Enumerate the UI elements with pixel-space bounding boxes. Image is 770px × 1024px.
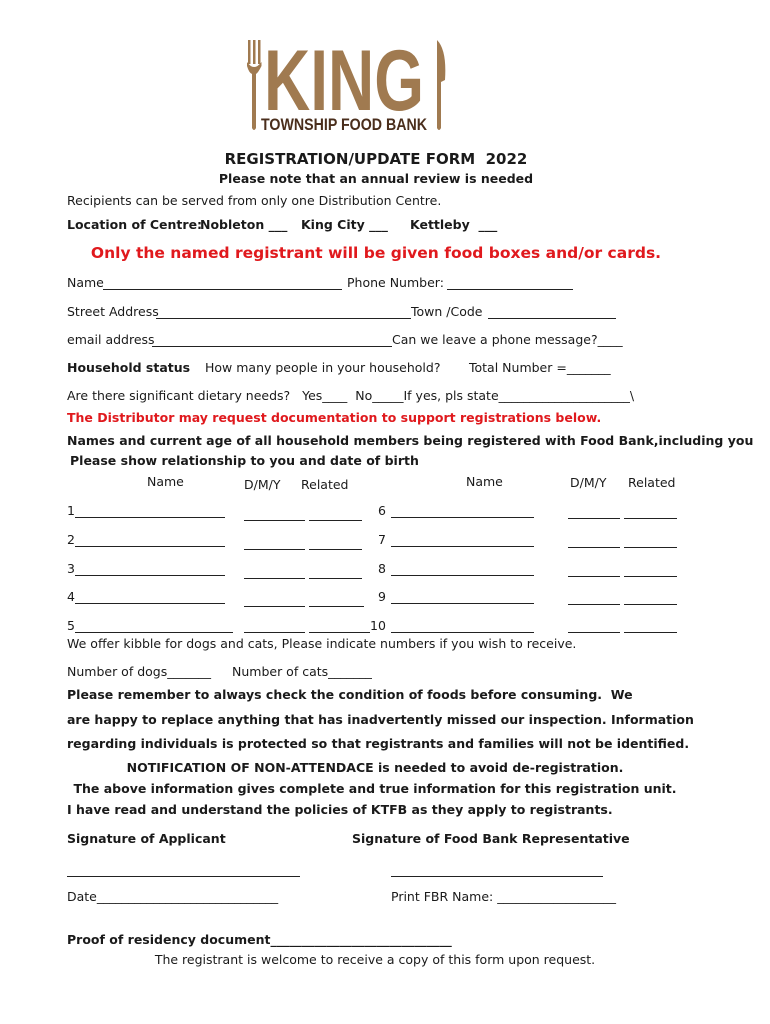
member-number: 9 [378,589,386,604]
household-question: How many people in your household? [205,360,441,375]
col-name-left: Name [147,474,184,489]
member-number: 4 [67,589,75,604]
date-field[interactable]: Date_____________________________ [67,889,279,904]
member-dob-field[interactable] [568,576,620,577]
member-related-field[interactable] [624,547,677,548]
representative-signature-label: Signature of Food Bank Representative [352,831,630,846]
acknowledge-line: I have read and understand the policies of KTFB as they apply to registrants. [67,802,613,817]
name-label: Name [67,275,104,290]
member-name-field[interactable] [75,546,225,547]
fork-icon [247,40,262,130]
member-related-field[interactable] [309,606,364,607]
total-number-field[interactable]: Total Number =_______ [469,360,611,375]
member-dob-field[interactable] [244,632,305,633]
logo-word: KING [264,36,424,129]
representative-signature-field[interactable] [391,876,603,877]
col-dmy-left: D/M/Y [244,477,281,492]
member-number: 8 [378,561,386,576]
member-name-field[interactable] [391,517,534,518]
member-number: 3 [67,561,75,576]
policy-line: regarding individuals is protected so that registrants and families will not be identified. [67,736,690,751]
street-field[interactable] [156,318,411,319]
location-nobleton[interactable]: Nobleton ___ [200,217,288,232]
col-related-right: Related [628,475,676,490]
name-field[interactable] [103,289,342,290]
col-name-right: Name [466,474,503,489]
member-dob-field[interactable] [244,520,305,521]
form-title: REGISTRATION/UPDATE FORM 2022 [224,150,528,168]
policy-line: are happy to replace anything that has inadvertently missed our inspection. Information [67,712,694,727]
member-dob-field[interactable] [568,518,620,519]
member-name-field[interactable] [391,546,534,547]
col-dmy-right: D/M/Y [570,475,607,490]
member-number: 7 [378,532,386,547]
members-subheading: Please show relationship to you and date of birth [70,453,419,468]
member-related-field[interactable] [309,520,362,521]
member-related-field[interactable] [309,632,370,633]
member-related-field[interactable] [309,549,362,550]
red-notice: Only the named registrant will be given food boxes and/or cards. [90,244,662,262]
members-heading: Names and current age of all household members being registered with Food Bank,including you [67,433,754,448]
street-label: Street Address [67,304,159,319]
king-township-food-bank-logo [244,36,449,136]
member-number: 5 [67,618,75,633]
served-line: Recipients can be served from only one Distribution Centre. [67,193,442,208]
member-number: 2 [67,532,75,547]
email-field[interactable] [152,346,392,347]
location-king-city[interactable]: King City ___ [301,217,388,232]
member-name-field[interactable] [391,632,534,633]
member-dob-field[interactable] [568,604,620,605]
member-number: 6 [378,503,386,518]
member-related-field[interactable] [624,576,677,577]
col-related-left: Related [301,477,349,492]
member-name-field[interactable] [391,575,534,576]
phone-label: Phone Number: [347,275,444,290]
form-subtitle: Please note that an annual review is needed [218,171,534,186]
member-dob-field[interactable] [244,549,305,550]
dietary-needs-line[interactable]: Are there significant dietary needs? Yes____ No_____If yes, pls state_____________________\ [67,388,635,403]
leave-message-label[interactable]: Can we leave a phone message?____ [392,332,623,347]
notification-line: NOTIFICATION OF NON-ATTENDACE is needed to avoid de-registration. [126,760,624,775]
applicant-signature-label: Signature of Applicant [67,831,226,846]
distributor-note: The Distributor may request documentation to support registrations below. [67,410,602,425]
member-dob-field[interactable] [568,547,620,548]
member-dob-field[interactable] [244,606,305,607]
household-status-label: Household status [67,360,191,375]
town-label: Town /Code [411,304,483,319]
phone-field[interactable] [447,289,573,290]
number-of-dogs-field[interactable]: Number of dogs_______ [67,664,211,679]
copy-note: The registrant is welcome to receive a copy of this form upon request. [154,952,596,967]
policy-line: Please remember to always check the condition of foods before consuming. We [67,687,633,702]
member-related-field[interactable] [624,632,677,633]
member-number: 10 [370,618,386,633]
member-dob-field[interactable] [568,632,620,633]
accuracy-line: The above information gives complete and true information for this registration unit. [73,781,677,796]
print-fbr-name-field[interactable]: Print FBR Name: ___________________ [391,889,616,904]
member-name-field[interactable] [75,603,225,604]
proof-of-residency-field[interactable]: Proof of residency document_____________________________ [67,932,452,947]
knife-icon [437,40,445,130]
member-number: 1 [67,503,75,518]
email-label: email address [67,332,155,347]
member-name-field[interactable] [75,575,225,576]
kibble-note: We offer kibble for dogs and cats, Please indicate numbers if you wish to receive. [67,636,577,651]
number-of-cats-field[interactable]: Number of cats_______ [232,664,372,679]
member-related-field[interactable] [624,604,677,605]
member-dob-field[interactable] [244,578,305,579]
logo-subtitle: TOWNSHIP FOOD BANK [261,115,428,134]
member-name-field[interactable] [391,603,534,604]
applicant-signature-field[interactable] [67,876,300,877]
member-name-field[interactable] [75,632,233,633]
member-related-field[interactable] [624,518,677,519]
member-related-field[interactable] [309,578,362,579]
member-name-field[interactable] [75,517,225,518]
location-kettleby[interactable]: Kettleby ___ [410,217,498,232]
town-field[interactable] [488,318,616,319]
location-label: Location of Centre: [67,217,203,232]
